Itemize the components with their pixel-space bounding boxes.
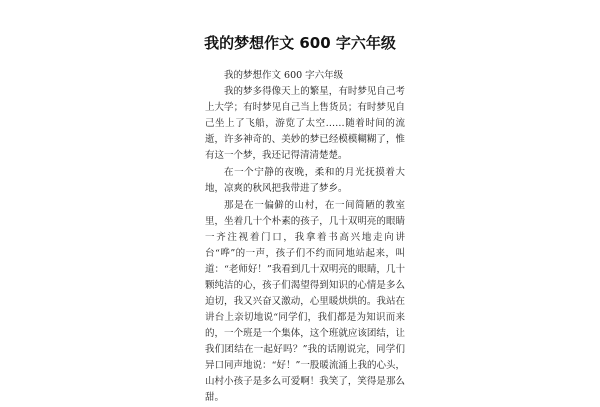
paragraph-1: 我的梦多得像天上的繁星，有时梦见自己考上大学；有时梦见自己当上售货员；有时梦见自己坐上了飞船，游览了太空……随着时间的流逝，许多神奇的、美妙的梦已经模模糊糊了，惟有这一个梦，我还记得清清楚楚。 bbox=[205, 86, 405, 161]
article-body bbox=[205, 68, 405, 407]
document-title: 我的梦想作文 600 字六年级 bbox=[204, 34, 396, 52]
paragraph-3: 那是在一偏僻的山村，在一间简陋的教室里，坐着几十个朴素的孩子，几十双明亮的眼睛一齐注视着门口，我拿着书高兴地走向讲台“哗”的一声，孩子们不约而同地站起来，叫道：“老师好！”我看到几十双明亮的眼睛，几十颗纯洁的心，孩子们渴望得到知识的心情是多么迫切，我又兴奋又激动，心里暖烘烘的。我站在讲台上亲切地说“同学们，我们都是为知识而来的，一个班是一个集体，这个班就应该团结，让我们团结在一起好吗？”我的话刚说完，同学们异口同声地说：“好！”一股暖流涌上我的心头，山村小孩子是多么可爱啊！我笑了，笑得是那么甜。 bbox=[205, 200, 405, 403]
paragraph-2: 在一个宁静的夜晚，柔和的月光抚摸着大地，凉爽的秋风把我带进了梦乡。 bbox=[205, 167, 405, 194]
article-heading: 我的梦想作文 600 字六年级 bbox=[224, 70, 344, 81]
